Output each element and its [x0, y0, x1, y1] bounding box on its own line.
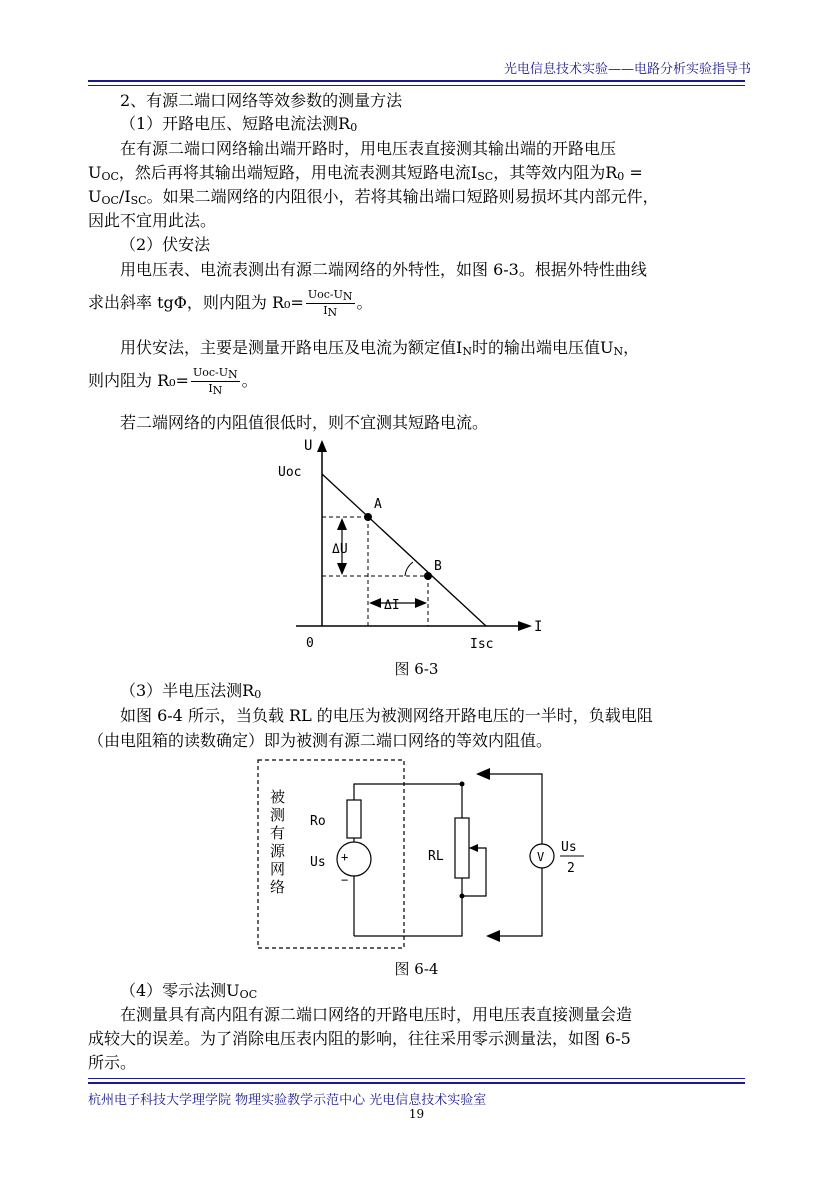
arrow-bottom	[486, 930, 500, 942]
delta-i-label: ΔI	[384, 598, 400, 613]
rl-wiper-arrow	[469, 844, 478, 852]
method4-title: （4）零示法测$U_{OC}$	[120, 981, 258, 1001]
meter-label: V	[537, 850, 545, 864]
ro-label: Ro	[310, 814, 326, 829]
point-a-label: A	[374, 497, 382, 512]
figure-6-3-caption: 图 6-3	[394, 660, 439, 678]
footer-institution: 杭州电子科技大学理学院 物理实验教学示范中心 光电信息技术实验室	[88, 1093, 487, 1108]
method1-para-line4: 因此不宜用此法。	[88, 211, 217, 230]
meter-wire-bottom	[490, 868, 542, 936]
point-a	[364, 513, 372, 521]
wire-bottom	[354, 878, 462, 936]
delta-i-arrow-right	[415, 598, 427, 608]
running-header: 光电信息技术实验——电路分析实验指导书	[503, 62, 751, 77]
network-label-3: 有	[270, 824, 286, 842]
origin-label: 0	[306, 636, 314, 651]
method1-title: （1）开路电压、短路电流法测$R_0$	[120, 114, 358, 134]
angle-arc	[405, 562, 413, 576]
x-axis-label: I	[534, 619, 543, 635]
delta-u-label: ΔU	[332, 542, 348, 557]
footer-rule-thin	[88, 1078, 745, 1079]
figure-6-4	[250, 756, 600, 956]
method2-para-line1: 用电压表、电流表测出有源二端网络的外特性，如图 6-3。根据外特性曲线	[120, 260, 647, 279]
ro-resistor	[347, 800, 361, 838]
header-rule-thin	[88, 85, 745, 86]
meter-wire-top	[478, 774, 542, 844]
section-title: 2、有源二端口网络等效参数的测量方法	[120, 91, 403, 110]
header-rule	[88, 80, 745, 82]
delta-u-arrow-down	[337, 563, 347, 575]
plus-sign: +	[341, 850, 349, 864]
method2-formula-line: 求出斜率 tgΦ，则内阻为 R₀= $\frac{Uoc-U_N}{I_N}$ 。	[88, 288, 373, 319]
us-label: Us	[310, 855, 326, 870]
method1-para-line1: 在有源二端口网络输出端开路时，用电压表直接测其输出端的开路电压	[120, 139, 617, 158]
method4-para-line3: 所示。	[88, 1053, 137, 1072]
method2-title: （2）伏安法	[120, 235, 211, 254]
y-axis-label: U	[304, 438, 313, 454]
y-axis-arrow	[317, 440, 327, 452]
node-bottom	[460, 894, 465, 899]
figure-6-3	[260, 436, 550, 656]
method4-para-line2: 成较大的误差。为了消除电压表内阻的影响，往往采用零示测量法，如图 6-5	[88, 1029, 631, 1048]
method2-para-line3: 用伏安法，主要是测量开路电压及电流为额定值$I_N$时的输出端电压值$U_N$，	[120, 338, 640, 358]
figure-6-4-caption: 图 6-4	[394, 960, 439, 978]
arrow-top	[476, 768, 490, 780]
method1-para-line2: $U_{OC}$，然后再将其输出端短路，用电流表测其短路电流$I_{SC}$，其等效内阻为$R_0$ =	[88, 163, 643, 183]
uoc-label: Uoc	[278, 465, 302, 480]
minus-sign: −	[341, 873, 349, 887]
rl-resistor	[455, 818, 469, 878]
footer-rule	[88, 1082, 745, 1084]
meter-numerator: Us	[561, 840, 577, 855]
network-label-1: 被	[270, 788, 286, 806]
page-number: 19	[408, 1107, 425, 1121]
point-b-label: B	[434, 559, 442, 574]
method1-para-line3: $U_{OC}/I_{SC}$。如果二端网络的内阻很小，若将其输出端口短路则易损坏其内部元件，	[88, 187, 659, 207]
isc-label: Isc	[470, 637, 494, 652]
resistance-formula: $\frac{Uoc-U_N}{I_N}$	[307, 288, 353, 319]
method3-para-line2: （由电阻箱的读数确定）即为被测有源二端口网络的等效内阻值。	[88, 731, 553, 750]
method3-para-line1: 如图 6-4 所示，当负载 RL 的电压为被测网络开路电压的一半时，负载电阻	[120, 706, 653, 725]
resistance-formula-2: $\frac{Uoc-U_N}{I_N}$	[192, 366, 238, 397]
wire-top	[354, 784, 462, 818]
rl-label: RL	[428, 849, 444, 864]
delta-u-arrow-up	[337, 518, 347, 530]
network-label-6: 络	[270, 878, 286, 896]
network-label-2: 测	[270, 806, 286, 824]
network-label-4: 源	[270, 842, 286, 860]
node-top	[460, 782, 465, 787]
x-axis-arrow	[518, 621, 532, 631]
point-b	[424, 572, 432, 580]
network-label-5: 网	[270, 860, 286, 878]
method2-para-line5: 若二端网络的内阻值很低时，则不宜测其短路电流。	[120, 413, 489, 432]
meter-denominator: 2	[567, 861, 575, 876]
method2-formula-line2: 则内阻为 R₀= $\frac{Uoc-U_N}{I_N}$ 。	[88, 366, 258, 397]
method3-title: （3）半电压法测$R_0$	[120, 681, 262, 701]
delta-i-arrow-left	[369, 598, 381, 608]
method4-para-line1: 在测量具有高内阻有源二端口网络的开路电压时，用电压表直接测量会造	[120, 1005, 633, 1024]
